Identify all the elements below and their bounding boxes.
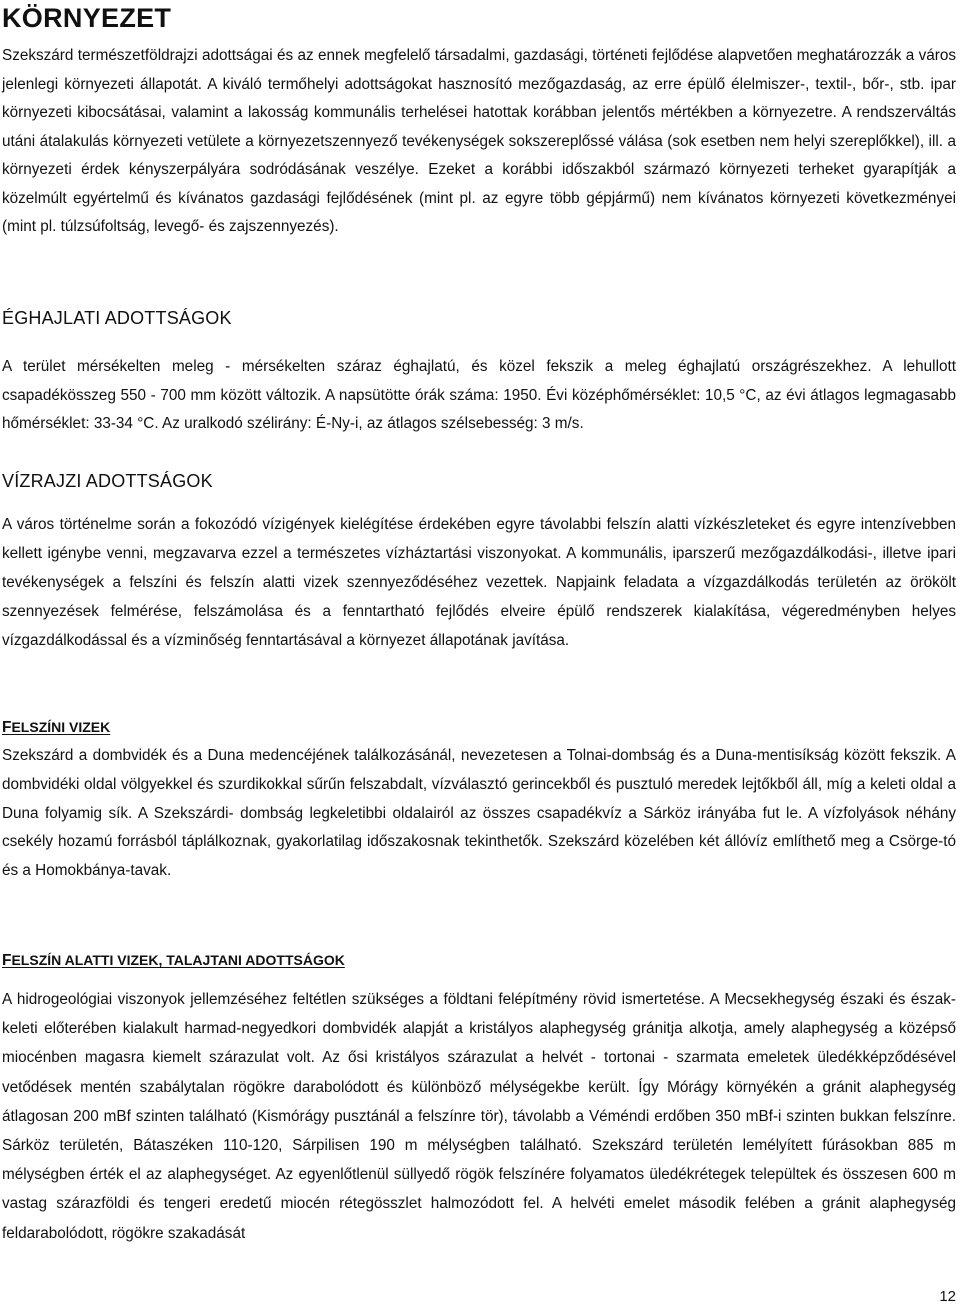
groundwater-heading-initial: F [2,952,12,969]
intro-paragraph: Szekszárd természetföldrajzi adottságai és az ennek megfelelő társadalmi, gazdasági, történeti fejlődése alapvetően meghatározzák a város jelenlegi környezeti állapotát. A kiváló termőhelyi adottságokat hasznosító mezőgazdaság, az erre épülő élelmiszer-, textil-, bőr-, stb. ipar környezeti kibocsátásai, valamint a lakosság kommunális terhelései hatottak korábban jelentős mértékben a környezetre. A rendszerváltás utáni átalakulás környezeti vetülete a környezetszennyező tevékenységek sokszereplőssé válása (sok esetben nem helyi szereplőkkel), ill. a környezeti érdek kényszerpályára sodródásának veszélye. Ezeket a korábbi időszakból származó környezeti terheket gyarapítják a közelmúlt egyértelmű és kívánatos gazdasági fejlődésének (mint pl. az egyre több gépjármű) nem kívánatos környezeti következményei (mint pl. túlzsúfoltság, levegő- és zajszennyezés). [2,47,956,235]
page-title: KÖRNYEZET [2,3,172,33]
water-paragraph: A város történelme során a fokozódó vízigények kielégítése érdekében egyre távolabbi felszín alatti vízkészleteket és egyre intenzívebben kellett igénybe venni, megzavarva ezzel a természetes vízháztartási viszonyokat. A kommunális, iparszerű mezőgazdálkodási-, illetve ipari tevékenységek a felszíni és felszín alatti vizek szennyeződéséhez vezettek. Napjaink feladata a vízgazdálkodás területén az örökölt szennyezések felmérése, felszámolása és a fenntartható fejlődés elveire épülő rendszerek kialakítása, végeredményben helyes vízgazdálkodással és a vízminőség fenntartásával a környezet állapotának javítása. [2,516,956,649]
groundwater-heading [2,950,345,971]
climate-paragraph: A terület mérsékelten meleg - mérsékelten száraz éghajlatú, és közel fekszik a meleg éghajlatú országrészekhez. A lehullott csapadékösszeg 550 - 700 mm között változik. A napsütötte órák száma: 1950. Évi középhőmérséklet: 10,5 °C, az évi átlagos legmagasabb hőmérséklet: 33-34 °C. Az uralkodó szélirány: É-Ny-i, az átlagos szélsebesség: 3 m/s. [2,358,956,432]
surface-waters-heading [2,717,110,738]
page-number: 12 [939,1288,956,1305]
groundwater-heading-rest: ELSZÍN ALATTI VIZEK, TALAJTANI ADOTTSÁGOK [11,952,345,968]
surface-waters-heading-rest: ELSZÍNI VIZEK [11,719,111,735]
surface-waters-heading-initial: F [2,719,12,736]
surface-waters-paragraph: Szekszárd a dombvidék és a Duna medencéjének találkozásánál, nevezetesen a Tolnai-dombság és a Duna-mentisíkság között fekszik. A dombvidéki oldal völgyekkel és szurdikokkal sűrűn felszabdalt, vízválasztó gerincekből és pusztuló meredek lejtőkből áll, míg a keleti oldal a Duna folyamig sík. A Szekszárdi- dombság legkeletibbi oldalairól az összes csapadékvíz a Sárköz irányába fut le. A vízfolyások néhány csekély hozamú forrásból táplálkoznak, gyakorlatilag időszakosnak tekinthetők. Szekszárd közelében két állóvíz említhető meg a Csörge-tó és a Homokbánya-tavak. [2,747,956,880]
climate-heading: ÉGHAJLATI ADOTTSÁGOK [2,308,232,328]
water-heading: VÍZRAJZI ADOTTSÁGOK [2,471,213,491]
groundwater-paragraph: A hidrogeológiai viszonyok jellemzéséhez feltétlen szükséges a földtani felépítmény rövid ismertetése. A Mecsekhegység északi és észak-keleti előterében kialakult harmad-negyedkori dombvidék alapját a kristályos alaphegység gránitja alkotja, amely alaphegység a középső miocénben magasra kiemelt szárazulat volt. Az ősi kristályos szárazulat a helvét - tortonai - szarmata emeletek üledékképződésével vetődések mentén szabálytalan rögökre darabolódott és különböző mélységekbe került. Így Mórágy környékén a gránit alaphegység átlagosan 200 mBf szinten található (Kismórágy pusztánál a felszínre tör), távolabb a Véméndi erdőben 350 mBf-i szinten bukkan felszínre. Sárköz területén, Bátaszéken 110-120, Sárpilisen 190 m mélységben található. Szekszárd területén lemélyített fúrásokban 885 m mélységben érték el az alaphegységet. Az egyenlőtlenül süllyedő rögök felszínére folyamatos üledékrétegek települtek és összesen 600 m vastag szárazföldi és tengeri eredetű miocén rétegösszlet halmozódott fel. A helvéti emelet második felében a gránit alaphegység feldarabolódott, rögökre szakadását [2,991,956,1242]
